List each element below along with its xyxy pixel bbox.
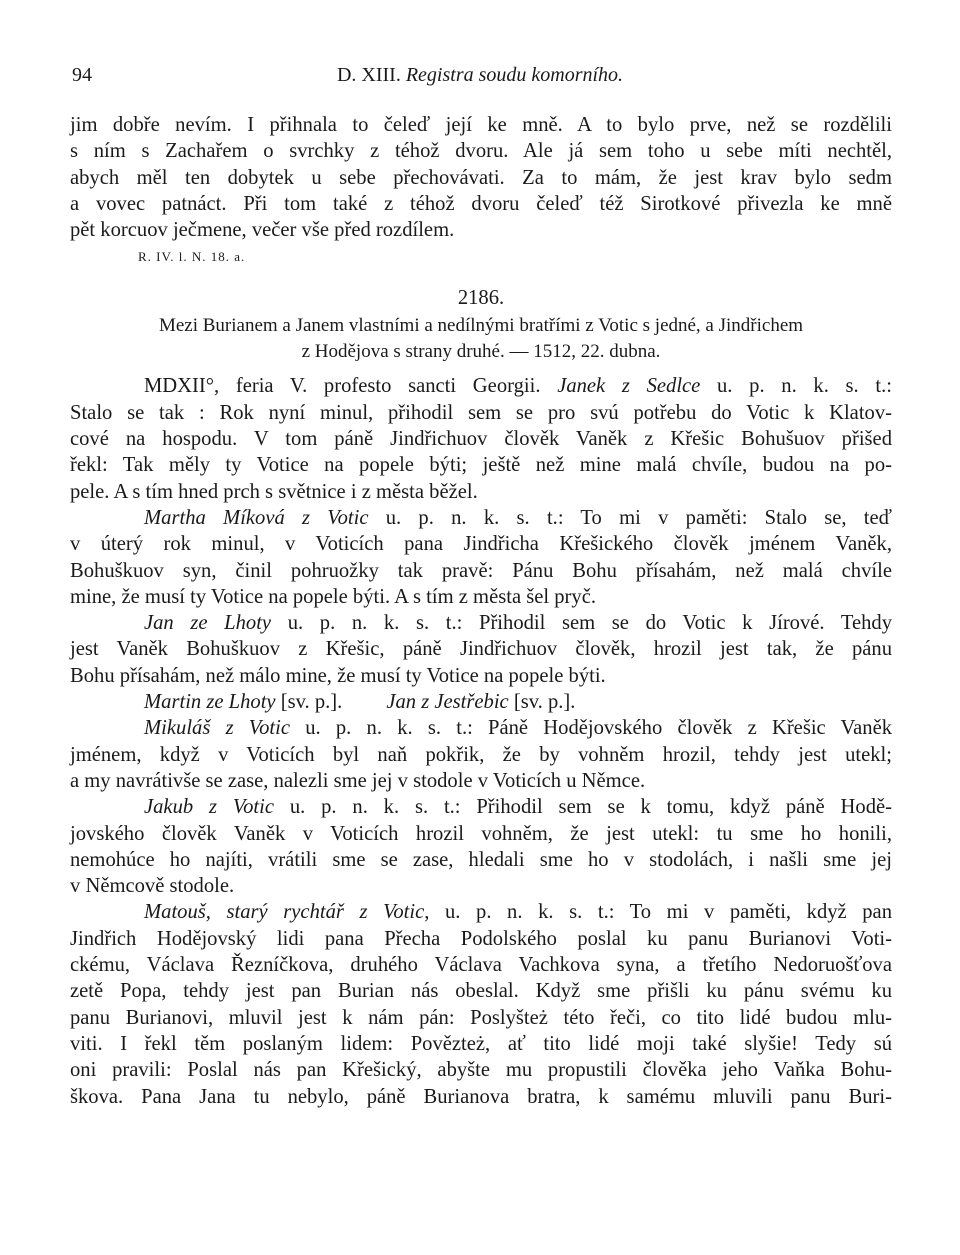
witness-name: Martha Míková z Votic <box>144 506 369 529</box>
testimony-line: škova. Pana Jana tu nebylo, páně Burianova bratra, k samému mluvili panu Buri- <box>70 1085 892 1108</box>
testimony-line: pele. A s tím hned prch s světnice i z města běžel. <box>70 480 478 503</box>
page-header <box>0 64 960 94</box>
witness-name: Martin ze Lhoty <box>144 691 276 714</box>
text-line: a vovec patnáct. Při tom také z téhož dvoru čeleď též Sirotkové přivezla ke mně <box>70 192 892 215</box>
text-line: jim dobře nevím. I přihnala to čeleď její ke mně. A to bylo prve, než se rozdělili <box>70 114 892 136</box>
testimony-line: v Němcově stodole. <box>70 875 235 898</box>
testimony-line: Martin ze Lhoty [sv. p.]. Jan z Jestřebic [sv. p.]. <box>144 691 576 714</box>
testimony-line: Bohuškuov syn, činil pohruožky tak pravě: Pánu Bohu přísahám, než malá chvíle <box>70 559 892 582</box>
page-body <box>70 112 892 1110</box>
entry-number: 2186. <box>457 287 505 310</box>
testimony-line: Jan ze Lhoty u. p. n. k. s. t.: Přihodil sem se do Votic k Jírové. Tehdy <box>144 612 892 635</box>
witness-name: Matouš, starý rychtář z Votic <box>144 901 425 924</box>
testimony-line: Mikuláš z Votic u. p. n. k. s. t.: Páně Hodějovského člověk z Křešic Vaněk <box>144 717 893 740</box>
text-line: abych měl ten dobytek u sebe přechovávati. Za to mám, že jest krav bylo sedm <box>70 166 892 189</box>
testimony-line: Stalo se tak : Rok nyní minul, přihodil sem se pro svú potřebu do Votic k Klatov- <box>70 401 892 424</box>
witness-name: Janek z Sedlce <box>557 375 701 398</box>
testimony-line: jménem, když v Voticích byl naň pokřik, že by vohněm hrozil, tehdy jest utekl; <box>70 743 892 766</box>
page-number: 94 <box>72 64 92 86</box>
text-line: s ním s Zachařem o svrchky z téhož dvoru. Ale já sem toho u sebe míti nechtěl, <box>70 140 892 163</box>
text-line: pět korcuov ječmene, večer vše před rozdílem. <box>70 219 455 242</box>
testimony-line: jest Vaněk Bohuškuov z Křešic, páně Jindřichuov člověk, hrozil jest tak, že pánu <box>70 638 892 661</box>
witness-name: Jakub z Votic <box>144 796 275 819</box>
testimony-line: mine, že musí ty Votice na popele býti. A s tím z města šel pryč. <box>70 585 597 608</box>
testimony-line: oni pravili: Poslal nás pan Křešický, abyšte mu propustili člověka jeho Vaňka Bohu- <box>70 1059 892 1082</box>
testimony-line: cové na hospodu. V tom páně Jindřichuov člověk Vaněk z Křešic Bohušuov přišed <box>70 428 892 451</box>
archive-reference: R. IV. l. N. 18. a. <box>138 249 246 265</box>
testimony-line: zetě Popa, tehdy jest pan Burian nás obeslal. Když sme přišli ku pánu svému ku <box>70 980 892 1003</box>
witness-name: Mikuláš z Votic <box>144 717 290 740</box>
testimony-line: Bohu přísahám, než málo mine, že musí ty Votice na popele býti. <box>70 664 606 687</box>
testimony-line: Jindřich Hodějovský lidi pana Přecha Podolského poslal ku panu Burianovi Voti- <box>70 927 892 950</box>
testimony-line: Jakub z Votic u. p. n. k. s. t.: Přihodil sem se k tomu, když páně Hodě- <box>144 796 892 819</box>
testimony-line: jovského člověk Vaněk v Voticích hrozil vohněm, že jest utekl: tu sme ho honili, <box>70 822 892 845</box>
testimony-line: Matouš, starý rychtář z Votic, u. p. n. k. s. t.: To mi v paměti, když pan <box>144 901 892 924</box>
entry-summary: Mezi Burianem a Janem vlastními a nedílnými bratřími z Votic s jedné, a Jindřichem <box>158 315 804 337</box>
testimony-line: nemohúce ho najíti, vrátili sme se zase, hledali sme ho v stodolách, i našli sme jej <box>70 848 892 871</box>
running-title: D. XIII. Registra soudu komorního. <box>336 64 624 86</box>
testimony-line: viti. I řekl těm poslaným lidem: Povězteż, ať tito lidé moji také slyšie! Tedy sú <box>70 1032 892 1055</box>
witness-name: Jan z Jestřebic <box>386 691 509 714</box>
witness-name: Jan ze Lhoty <box>144 612 272 635</box>
testimony-line: ckému, Václava Řezníčkova, druhého Václava Vachkova syna, a třetího Nedoruošťova <box>70 954 892 977</box>
testimony-line: a my navrátivše se zase, nalezli sme jej v stodole v Voticích u Němce. <box>70 769 646 792</box>
testimony-line: panu Burianovi, mluvil jest k nám pán: Poslyšteż této řeči, co tito lidé budou mlu- <box>70 1006 892 1029</box>
testimony-line: v úterý rok minul, v Voticích pana Jindřicha Křešického člověk jménem Vaněk, <box>70 533 892 556</box>
testimony-line: Martha Míková z Votic u. p. n. k. s. t.: To mi v paměti: Stalo se, teď <box>144 506 892 529</box>
testimony-line: řekl: Tak měly ty Votice na popele býti; ještě než mine malá chvíle, budou na po- <box>70 454 892 477</box>
entry-summary-date: z Hodějova s strany druhé. — 1512, 22. dubna. <box>301 341 661 363</box>
testimony-line: MDXII°, feria V. profesto sancti Georgii. Janek z Sedlce u. p. n. k. s. t.: <box>144 375 892 398</box>
